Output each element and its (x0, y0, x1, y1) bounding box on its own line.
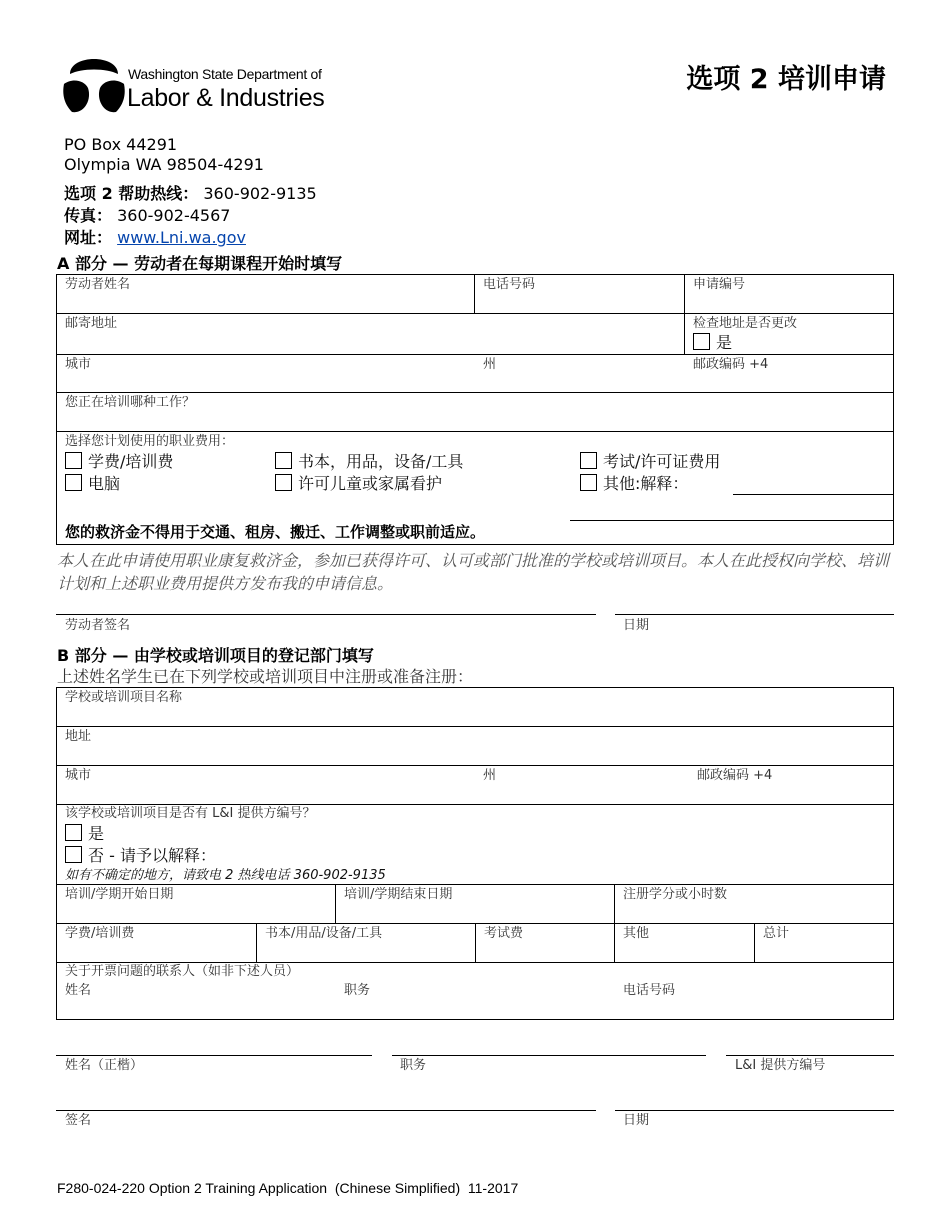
billing-contact-name-field[interactable]: 姓名 (65, 983, 92, 998)
expense-exam-option[interactable] (580, 452, 720, 471)
expense-other-explain-line2[interactable] (570, 520, 894, 521)
authorization-text: 本人在此申请使用职业康复救济金，参加已获得许可、认可或部门批准的学校或培训项目。本人在此授权向学校、培训计划和上述职业费用提供方发布我的申请信息。 (57, 551, 890, 593)
provider-no-checkbox[interactable] (65, 846, 82, 863)
school-state-field[interactable]: 州 (483, 768, 497, 783)
print-name-line[interactable] (56, 1055, 372, 1056)
expense-exam-checkbox[interactable] (580, 452, 597, 469)
agency-logo (62, 54, 332, 120)
fax-value: 360-902-4567 (117, 206, 231, 225)
provider-number-label: L&I 提供方编号 (735, 1058, 826, 1073)
address-line1: PO Box 44291 (64, 135, 178, 154)
worker-phone-field[interactable]: 电话号码 (483, 277, 536, 292)
billing-contact-phone-field[interactable]: 电话号码 (623, 983, 676, 998)
worker-date-label: 日期 (623, 618, 650, 633)
part-b-intro: 上述姓名学生已在下列学校或培训项目中注册或准备注册： (57, 667, 474, 686)
provider-no-option[interactable] (65, 846, 216, 865)
expense-books-checkbox[interactable] (275, 452, 292, 469)
expense-childcare-option[interactable] (275, 474, 442, 493)
part-b-heading: B 部分 — 由学校或培训项目的登记部门填写 (57, 646, 374, 665)
provider-question: 该学校或培训项目是否有 L&I 提供方编号？ (65, 806, 316, 821)
term-end-date-field[interactable]: 培训/学期结束日期 (344, 887, 453, 902)
city-field[interactable]: 城市 (65, 357, 92, 372)
books-supplies-field[interactable]: 书本/用品/设备/工具 (265, 926, 383, 941)
address-changed-option[interactable] (693, 333, 732, 352)
zip-field[interactable]: 邮政编码 +4 (693, 357, 769, 372)
address-changed-label: 检查地址是否更改 (693, 316, 798, 331)
expense-books-option[interactable] (275, 452, 463, 471)
address-changed-checkbox[interactable] (693, 333, 710, 350)
registrar-date-label: 日期 (623, 1113, 650, 1128)
registrar-title-line[interactable] (392, 1055, 706, 1056)
billing-contact-label: 关于开票问题的联系人（如非下述人员） (65, 964, 300, 979)
expense-other-explain-line1[interactable] (733, 494, 893, 495)
expense-tuition-checkbox[interactable] (65, 452, 82, 469)
school-address-field[interactable]: 地址 (65, 729, 92, 744)
worker-date-line[interactable] (615, 614, 894, 615)
expense-exam-label: 考试/许可证费用 (603, 452, 721, 471)
tuition-fee-field[interactable]: 学费/培训费 (65, 926, 135, 941)
hotline-note: 如有不确定的地方，请致电 2 热线电话 360-902-9135 (65, 868, 386, 883)
registrar-signature-line[interactable] (56, 1110, 596, 1111)
website-link[interactable]: www.Lni.wa.gov (117, 228, 246, 247)
fax (64, 206, 230, 225)
form-id-footer: F280-024-220 Option 2 Training Application (Chinese Simplified) 11-2017 (57, 1180, 519, 1196)
expense-other-label: 其他:解释： (603, 474, 689, 493)
hotline (64, 184, 317, 203)
worker-signature-label: 劳动者签名 (65, 618, 131, 633)
provider-yes-option[interactable] (65, 824, 104, 843)
term-start-date-field[interactable]: 培训/学期开始日期 (65, 887, 174, 902)
expense-computer-option[interactable] (65, 474, 120, 493)
expense-tuition-label: 学费/培训费 (88, 452, 174, 471)
claim-number-field[interactable]: 申请编号 (693, 277, 746, 292)
state-field[interactable]: 州 (483, 357, 497, 372)
agency-name-line2: Labor & Industries (127, 84, 325, 112)
expense-books-label: 书本，用品，设备/工具 (298, 452, 464, 471)
website-label: 网址： (64, 228, 113, 247)
hotline-label: 选项 2 帮助热线： (64, 184, 199, 203)
registrar-signature-label: 签名 (65, 1113, 92, 1128)
part-a-heading: A 部分 — 劳动者在每期课程开始时填写 (57, 254, 343, 273)
print-name-label: 姓名（正楷） (65, 1058, 144, 1073)
expense-childcare-checkbox[interactable] (275, 474, 292, 491)
hotline-value: 360-902-9135 (203, 184, 317, 203)
school-name-field[interactable]: 学校或培训项目名称 (65, 690, 183, 705)
expense-tuition-option[interactable] (65, 452, 173, 471)
school-zip-field[interactable]: 邮政编码 +4 (697, 768, 773, 783)
address-line2: Olympia WA 98504-4291 (64, 155, 264, 174)
school-city-field[interactable]: 城市 (65, 768, 92, 783)
registrar-title-label: 职务 (400, 1058, 427, 1073)
fax-label: 传真： (64, 206, 113, 225)
provider-yes-checkbox[interactable] (65, 824, 82, 841)
other-fee-field[interactable]: 其他 (623, 926, 650, 941)
agency-name-line1: Washington State Department of (128, 66, 322, 82)
training-job-field[interactable]: 您正在培训哪种工作？ (65, 395, 196, 410)
expense-childcare-label: 许可儿童或家属看护 (298, 474, 443, 493)
expense-computer-checkbox[interactable] (65, 474, 82, 491)
provider-yes-label: 是 (88, 824, 105, 843)
worker-name-field[interactable]: 劳动者姓名 (65, 277, 131, 292)
address-changed-yes: 是 (716, 333, 733, 352)
worker-signature-line[interactable] (56, 614, 596, 615)
expenses-label: 选择您计划使用的职业费用： (65, 434, 235, 449)
expense-other-checkbox[interactable] (580, 474, 597, 491)
benefit-warning: 您的救济金不得用于交通、租房、搬迁、工作调整或职前适应。 (65, 523, 486, 541)
logo-mark-icon (62, 54, 126, 118)
form-title: 选项 2 培训申请 (686, 64, 886, 95)
total-fee-field[interactable]: 总计 (763, 926, 790, 941)
registrar-date-line[interactable] (615, 1110, 894, 1111)
exam-fee-field[interactable]: 考试费 (484, 926, 524, 941)
mailing-address-field[interactable]: 邮寄地址 (65, 316, 118, 331)
website (64, 228, 246, 247)
provider-number-line[interactable] (726, 1055, 894, 1056)
billing-contact-title-field[interactable]: 职务 (344, 983, 371, 998)
credits-field[interactable]: 注册学分或小时数 (623, 887, 728, 902)
expense-computer-label: 电脑 (88, 474, 121, 493)
provider-no-label: 否 - 请予以解释： (88, 846, 216, 865)
expense-other-option[interactable] (580, 474, 688, 493)
